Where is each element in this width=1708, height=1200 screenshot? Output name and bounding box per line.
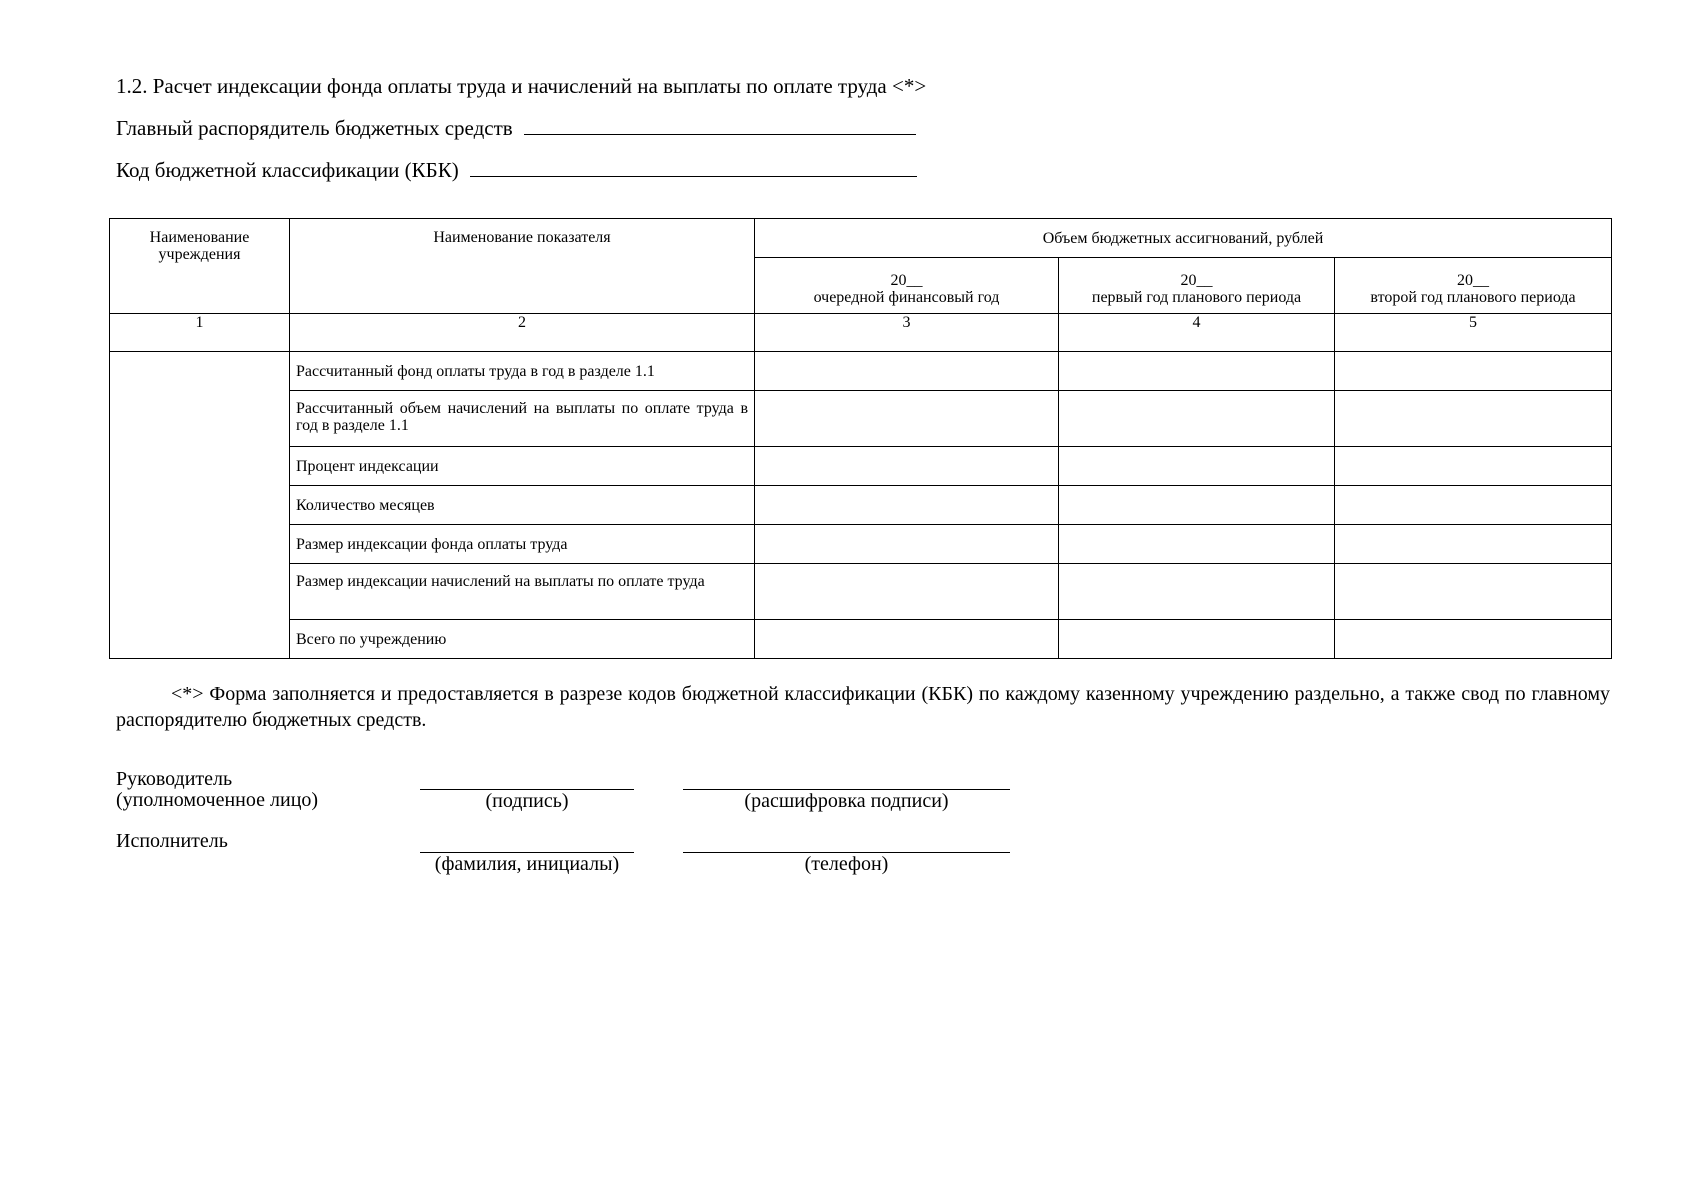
table-row	[110, 620, 1612, 659]
value-cell[interactable]	[1059, 620, 1335, 659]
header-indicator: Наименование показателя	[290, 219, 755, 314]
value-cell[interactable]	[1059, 391, 1335, 447]
value-cell[interactable]	[755, 447, 1059, 486]
header-period-3	[1335, 258, 1612, 314]
section-title: 1.2. Расчет индексации фонда оплаты труда и начислений на выплаты по оплате труда <*>	[116, 74, 927, 98]
kbk-field[interactable]	[470, 158, 917, 177]
signature-decoding-caption: (расшифровка подписи)	[744, 790, 949, 812]
indicator-label: Рассчитанный фонд оплаты труда в год в разделе 1.1	[290, 352, 755, 391]
value-cell[interactable]	[1335, 391, 1612, 447]
indicator-label: Всего по учреждению	[290, 620, 755, 659]
institution-name-cell[interactable]	[110, 352, 290, 659]
head-label-line2: (уполномоченное лицо)	[116, 789, 319, 811]
indexation-table	[109, 218, 1612, 659]
value-cell[interactable]	[1059, 564, 1335, 620]
table-row	[110, 391, 1612, 447]
value-cell[interactable]	[755, 620, 1059, 659]
name-caption: (фамилия, инициалы)	[434, 853, 620, 875]
head-signature-decoding-field[interactable]	[683, 789, 1010, 812]
table-row	[110, 564, 1612, 620]
indicator-label: Размер индексации начислений на выплаты по оплате труда	[290, 564, 755, 620]
table-row	[110, 447, 1612, 486]
kbk-row	[116, 158, 917, 183]
value-cell[interactable]	[1335, 620, 1612, 659]
head-signature-field[interactable]	[420, 789, 634, 812]
table-row	[110, 352, 1612, 391]
value-cell[interactable]	[1335, 525, 1612, 564]
main-manager-row	[116, 116, 916, 141]
head-label-line1: Руководитель	[116, 768, 233, 790]
signature-caption: (подпись)	[485, 790, 569, 812]
table-row	[110, 525, 1612, 564]
period-2-label: первый год планового периода	[1091, 288, 1302, 306]
executor-name-field[interactable]	[420, 852, 634, 875]
col-number: 4	[1059, 314, 1335, 352]
value-cell[interactable]	[755, 564, 1059, 620]
value-cell[interactable]	[755, 391, 1059, 447]
period-3-year: 20__	[1457, 271, 1490, 289]
period-1-year: 20__	[890, 271, 923, 289]
indicator-label: Рассчитанный объем начислений на выплаты по оплате труда в год в разделе 1.1	[290, 391, 755, 447]
value-cell[interactable]	[1335, 352, 1612, 391]
value-cell[interactable]	[1335, 447, 1612, 486]
col-number: 5	[1335, 314, 1612, 352]
col-number: 1	[110, 314, 290, 352]
period-2-year: 20__	[1180, 271, 1213, 289]
phone-caption: (телефон)	[804, 853, 889, 875]
value-cell[interactable]	[755, 352, 1059, 391]
value-cell[interactable]	[1059, 447, 1335, 486]
executor-phone-field[interactable]	[683, 852, 1010, 875]
col-number: 2	[290, 314, 755, 352]
header-institution: Наименование учреждения	[110, 219, 290, 314]
kbk-label: Код бюджетной классификации (КБК)	[116, 158, 459, 182]
indicator-label: Процент индексации	[290, 447, 755, 486]
main-manager-label: Главный распорядитель бюджетных средств	[116, 116, 513, 140]
indicator-label: Размер индексации фонда оплаты труда	[290, 525, 755, 564]
value-cell[interactable]	[755, 525, 1059, 564]
main-manager-field[interactable]	[524, 116, 916, 135]
header-period-1	[755, 258, 1059, 314]
value-cell[interactable]	[1059, 486, 1335, 525]
value-cell[interactable]	[1335, 564, 1612, 620]
executor-label: Исполнитель	[116, 830, 228, 852]
footnote: <*> Форма заполняется и предоставляется в разрезе кодов бюджетной классификации (КБК) по каждому казенному учреждению раздельно, а также свод по главному распорядителю бюджетных средств.	[116, 683, 1610, 731]
period-1-label: очередной финансовый год	[813, 288, 1000, 306]
indicator-label: Количество месяцев	[290, 486, 755, 525]
value-cell[interactable]	[755, 486, 1059, 525]
table-row	[110, 486, 1612, 525]
header-period-2	[1059, 258, 1335, 314]
header-volume: Объем бюджетных ассигнований, рублей	[755, 219, 1612, 258]
col-number: 3	[755, 314, 1059, 352]
period-3-label: второй год планового периода	[1370, 288, 1576, 306]
head-label	[116, 769, 318, 811]
column-numbers-row	[110, 314, 1612, 352]
value-cell[interactable]	[1059, 525, 1335, 564]
value-cell[interactable]	[1335, 486, 1612, 525]
value-cell[interactable]	[1059, 352, 1335, 391]
